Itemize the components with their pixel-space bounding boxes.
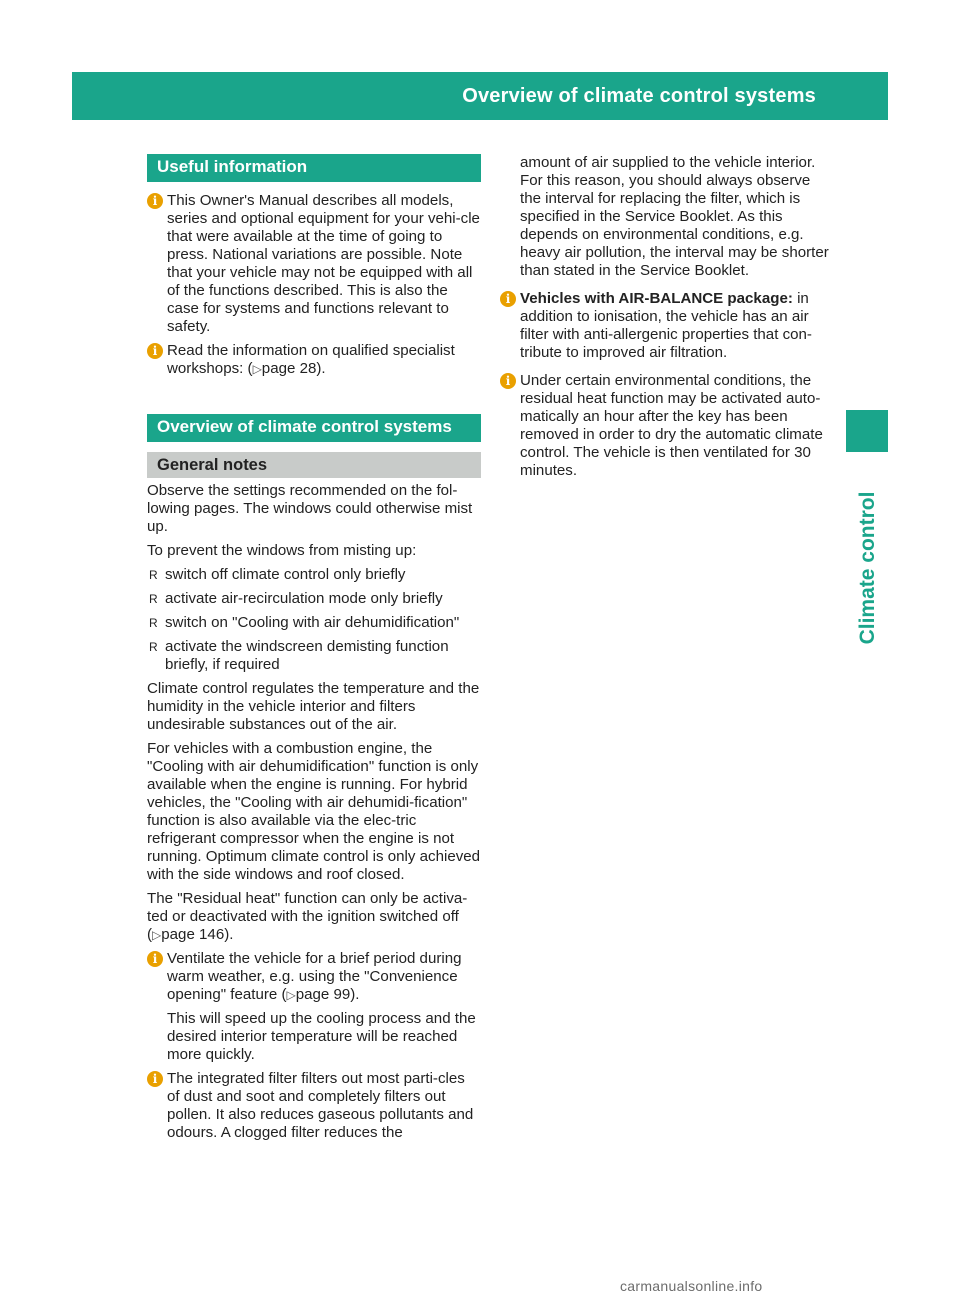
paragraph: To prevent the windows from misting up: [147, 542, 417, 559]
info-icon: i [147, 343, 163, 359]
bullet-icon: R [149, 568, 158, 582]
page-ref-arrow-icon: ▷ [152, 928, 162, 942]
info-text: The integrated filter filters out most parti-cles of dust and soot and completely filters out pollen. It also reduces gaseous pollutants and odours. A clogged filter reduces the [167, 1070, 474, 1141]
bullet-icon: R [149, 592, 158, 606]
info-note [152, 342, 481, 378]
info-text: This will speed up the cooling process and the desired interior temperature will be reached more quickly. [167, 1010, 476, 1063]
info-text: Under certain environmental conditions, the residual heat function may be activated auto-matically an hour after the key has been removed in order to dry the automatic climate control. The vehicle is then ventilated for 30 minutes. [520, 372, 823, 479]
info-icon: i [147, 1071, 163, 1087]
right-column [505, 154, 834, 486]
header-title: Overview of climate control systems [462, 85, 816, 107]
side-tab [848, 478, 888, 658]
paragraph: amount of air supplied to the vehicle interior. For this reason, you should always observe the interval for replacing the filter, which is specified in the Service Booklet. As this depends on environmental conditions, e.g. heavy air pollution, the interval may be shorter than stated in the Service Booklet. [520, 154, 829, 279]
bullet-item: R switch off climate control only briefly [149, 566, 406, 583]
side-tab-marker [846, 410, 888, 452]
bullet-item: R switch on "Cooling with air dehumidification" [149, 614, 460, 631]
info-note [505, 290, 834, 362]
info-icon: i [147, 193, 163, 209]
bullet-item: R activate the windscreen demisting function briefly, if required [149, 638, 449, 673]
page-number: 135 [916, 85, 948, 106]
paragraph: Climate control regulates the temperature and the humidity in the vehicle interior and filters undesirable substances out of the air. [147, 680, 480, 733]
info-text: Vehicles with AIR-BALANCE package: in addition to ionisation, the vehicle has an air filter with anti-allergenic properties that con-tribute to improved air filtration. [520, 290, 812, 361]
paragraph: Observe the settings recommended on the fol-lowing pages. The windows could otherwise mist up. [147, 482, 473, 535]
paragraph: The "Residual heat" function can only be activa-ted or deactivated with the ignition switched off (▷page 146). [147, 890, 468, 943]
header-divider [903, 78, 906, 120]
info-icon: i [500, 373, 516, 389]
bullet-icon: R [149, 616, 158, 630]
info-icon: i [147, 951, 163, 967]
info-text: Ventilate the vehicle for a brief period during warm weather, e.g. using the "Convenience opening" feature (▷page 99). [167, 950, 462, 1003]
info-note [505, 372, 834, 480]
info-icon: i [500, 291, 516, 307]
watermark: carmanualsonline.info [620, 1278, 763, 1294]
page-ref-arrow-icon: ▷ [252, 362, 262, 376]
bullet-icon: R [149, 640, 158, 654]
info-text: Read the information on qualified specialist workshops: (▷page 28). [167, 342, 455, 377]
page-header [72, 72, 948, 120]
info-note [152, 1070, 481, 1142]
page-reference-link[interactable]: page 99). [295, 986, 360, 1003]
info-note [152, 192, 481, 336]
section-heading-useful-information: Useful information [147, 154, 481, 182]
info-note [152, 950, 481, 1064]
page-reference-link[interactable]: page 28). [261, 360, 326, 377]
page-reference-link[interactable]: page 146). [161, 926, 234, 943]
info-text: This Owner's Manual describes all models, series and optional equipment for your vehi-cle that were available at the time of going to press. National variations are possible. Note that your vehicle may not be equipped with all of the functions described. This is also the case for systems and functions relevant to safety. [167, 192, 480, 335]
bullet-item: R activate air-recirculation mode only briefly [149, 590, 443, 607]
left-column [147, 154, 481, 1148]
subheading-general-notes: General notes [147, 452, 481, 478]
section-heading-overview: Overview of climate control systems [147, 414, 481, 442]
paragraph: For vehicles with a combustion engine, the "Cooling with air dehumidification" function is only available when the engine is running. For hybrid vehicles, the "Cooling with air dehumidi-fication" function is also available via the elec-tric refrigerant compressor when the engine is not running. Optimum climate control is only achieved with the side windows and roof closed. [147, 740, 481, 883]
page-ref-arrow-icon: ▷ [286, 988, 296, 1002]
side-tab-label: Climate control [856, 491, 879, 645]
